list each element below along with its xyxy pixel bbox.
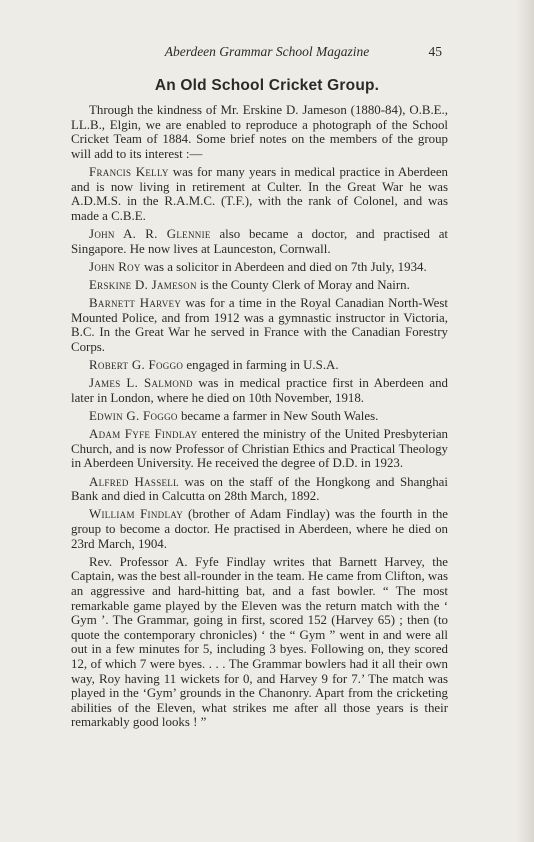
article-body (71, 103, 448, 733)
member-name: John Roy (89, 259, 141, 274)
member-text: was for many years in medical practice in Aberdeen and is now living in retirement at Culter. In the Great War he was A.D.M.S. in the R.A.M.C. (T.F.), with the rank of Colonel, and was made a C.B.E. (71, 164, 448, 223)
member-paragraph (71, 376, 448, 405)
member-name: William Findlay (89, 507, 184, 522)
member-paragraph (71, 475, 448, 504)
member-text: became a farmer in New South Wales. (177, 409, 379, 424)
member-name: Adam Fyfe Findlay (89, 427, 198, 442)
member-text: was in medical practice first in Aberdeen and later in London, where he died on 10th November, 1918. (71, 376, 448, 405)
member-text: entered the ministry of the United Presbyterian Church, and is now Professor of Christian Ethics and Practical Theology in Aberdeen University. He received the degree of D.D. in 1923. (71, 427, 448, 471)
member-text: (brother of Adam Findlay) was the fourth in the group to become a doctor. He practised in Aberdeen, where he died on 23rd March, 1904. (71, 507, 448, 551)
running-header (0, 44, 534, 64)
member-name: Edwin G. Foggo (89, 409, 178, 424)
member-paragraph (71, 427, 448, 471)
member-text: was a solicitor in Aberdeen and died on 7th July, 1934. (140, 259, 427, 274)
member-text: was on the staff of the Hongkong and Shanghai Bank and died in Calcutta on 28th March, 1892. (71, 474, 448, 504)
member-paragraph (71, 296, 448, 354)
member-paragraph (71, 278, 448, 293)
member-name: Francis Kelly (89, 164, 169, 179)
member-paragraph (71, 260, 448, 275)
member-name: James L. Salmond (89, 376, 193, 391)
member-text: engaged in farming in U.S.A. (183, 358, 339, 373)
page-edge-shadow (516, 0, 534, 842)
member-paragraph (71, 227, 448, 256)
member-paragraph (71, 358, 448, 373)
member-name: Erskine D. Jameson (89, 277, 197, 292)
member-paragraph (71, 507, 448, 551)
member-text: was for a time in the Royal Canadian North-West Mounted Police, and from 1912 was a gymnastic instructor in Victoria, B.C. In the Great War he served in France with the Canadian Forestry Corps. (71, 296, 449, 354)
member-name: John A. R. Glennie (89, 226, 211, 241)
member-paragraph (71, 165, 448, 223)
member-name: Barnett Harvey (89, 296, 182, 311)
running-title: Aberdeen Grammar School Magazine (164, 44, 370, 59)
member-text: is the County Clerk of Moray and Nairn. (196, 277, 410, 292)
article-title: An Old School Cricket Group. (154, 77, 380, 94)
closing-paragraph: Rev. Professor A. Fyfe Findlay writes that Barnett Harvey, the Captain, was the best all-rounder in the team. He came from Clifton, was an aggressive and hard-hitting bat, and a fast bowler. “ The most remarkable game played by the Eleven was the return match with the ‘ Gym ’. The Grammar, going in first, scored 152 (Harvey 65) ; then (to quote the contemporary chronicles) ‘ the “ Gym ” went in and were all out in a few minutes for 5, including 3 byes. Following on, they scored 12, of which 7 were byes. . . . The Grammar bowlers had it all their own way, Roy having 11 wickets for 0, and Harvey 9 for 7.’ The match was played in the ‘Gym’ grounds in the Chanonry. Apart from the cricketing abilities of the Eleven, what strikes me after all those years is their remarkably good looks ! ” (71, 554, 448, 730)
intro-paragraph: Through the kindness of Mr. Erskine D. Jameson (1880-84), O.B.E., LL.B., Elgin, we are enabled to reproduce a photograph of the School Cricket Team of 1884. Some brief notes on the members of the group will add to its interest :— (71, 103, 448, 161)
member-name: Alfred Hassell (89, 474, 179, 489)
page-number: 45 (428, 44, 442, 59)
member-name: Robert G. Foggo (89, 358, 184, 373)
member-text: also became a doctor, and practised at Singapore. He now lives at Launceston, Cornwall. (71, 226, 448, 256)
member-paragraph (71, 409, 448, 424)
